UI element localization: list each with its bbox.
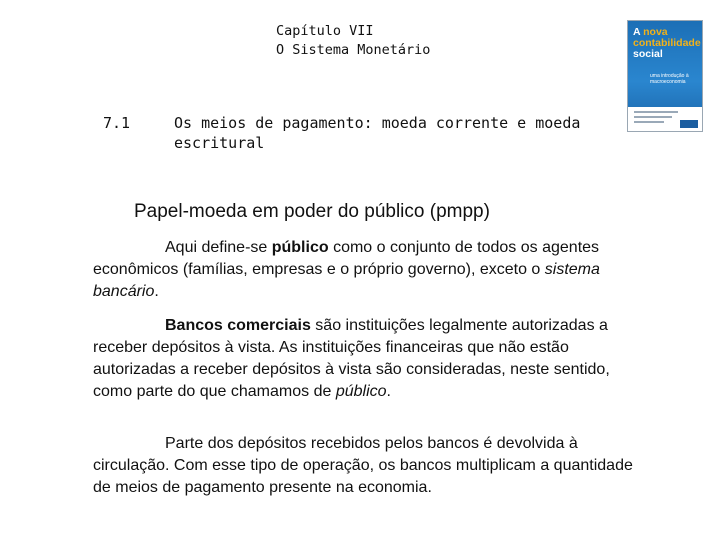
paragraph-public <box>93 237 653 303</box>
text-span: são instituições legalmente autorizadas a receber depósitos à vista. As instituições financeiras que não estão autorizadas a receber depósitos à vista são consideradas, neste sentido, como parte do que chamamos de <box>93 317 610 400</box>
bold-term: público <box>271 239 329 256</box>
text-span: Aqui define-se <box>165 239 272 256</box>
italic-term: sistema bancário <box>93 261 600 300</box>
cover-title-word: contabilidade <box>633 37 701 49</box>
section-title: Os meios de pagamento: moeda corrente e moeda escritural <box>174 114 581 152</box>
text-span: Parte dos depósitos recebidos pelos bancos é devolvida à circulação. Com esse tipo de operação, os bancos multiplicam a quantidade de meios de pagamento presente na economia. <box>93 435 633 496</box>
cover-author-line <box>634 121 664 123</box>
cover-title <box>633 27 701 60</box>
section-number: 7.1 <box>103 114 131 132</box>
book-cover-icon <box>627 20 703 132</box>
publisher-logo-icon <box>680 120 698 128</box>
chapter-title: O Sistema Monetário <box>276 42 431 58</box>
paragraph-banks <box>93 315 653 403</box>
cover-subtitle: uma introdução à macroeconomia <box>650 73 689 85</box>
chapter-header <box>276 22 430 60</box>
main-heading: Papel-moeda em poder do público (pmpp) <box>134 201 490 222</box>
cover-title-word: A <box>633 26 641 38</box>
text-span: . <box>154 283 159 300</box>
paragraph-deposits <box>93 433 653 499</box>
cover-author-line <box>634 111 678 113</box>
text-span: como o conjunto de todos os agentes econômicos (famílias, empresas e o próprio governo), exceto o <box>93 239 600 278</box>
bold-term: Bancos comerciais <box>165 317 311 334</box>
italic-term: público <box>335 383 387 400</box>
cover-title-word: nova <box>643 26 668 38</box>
chapter-label: Capítulo VII <box>276 23 374 39</box>
text-span: . <box>386 383 391 400</box>
cover-title-word: social <box>633 48 663 60</box>
cover-author-line <box>634 116 672 118</box>
